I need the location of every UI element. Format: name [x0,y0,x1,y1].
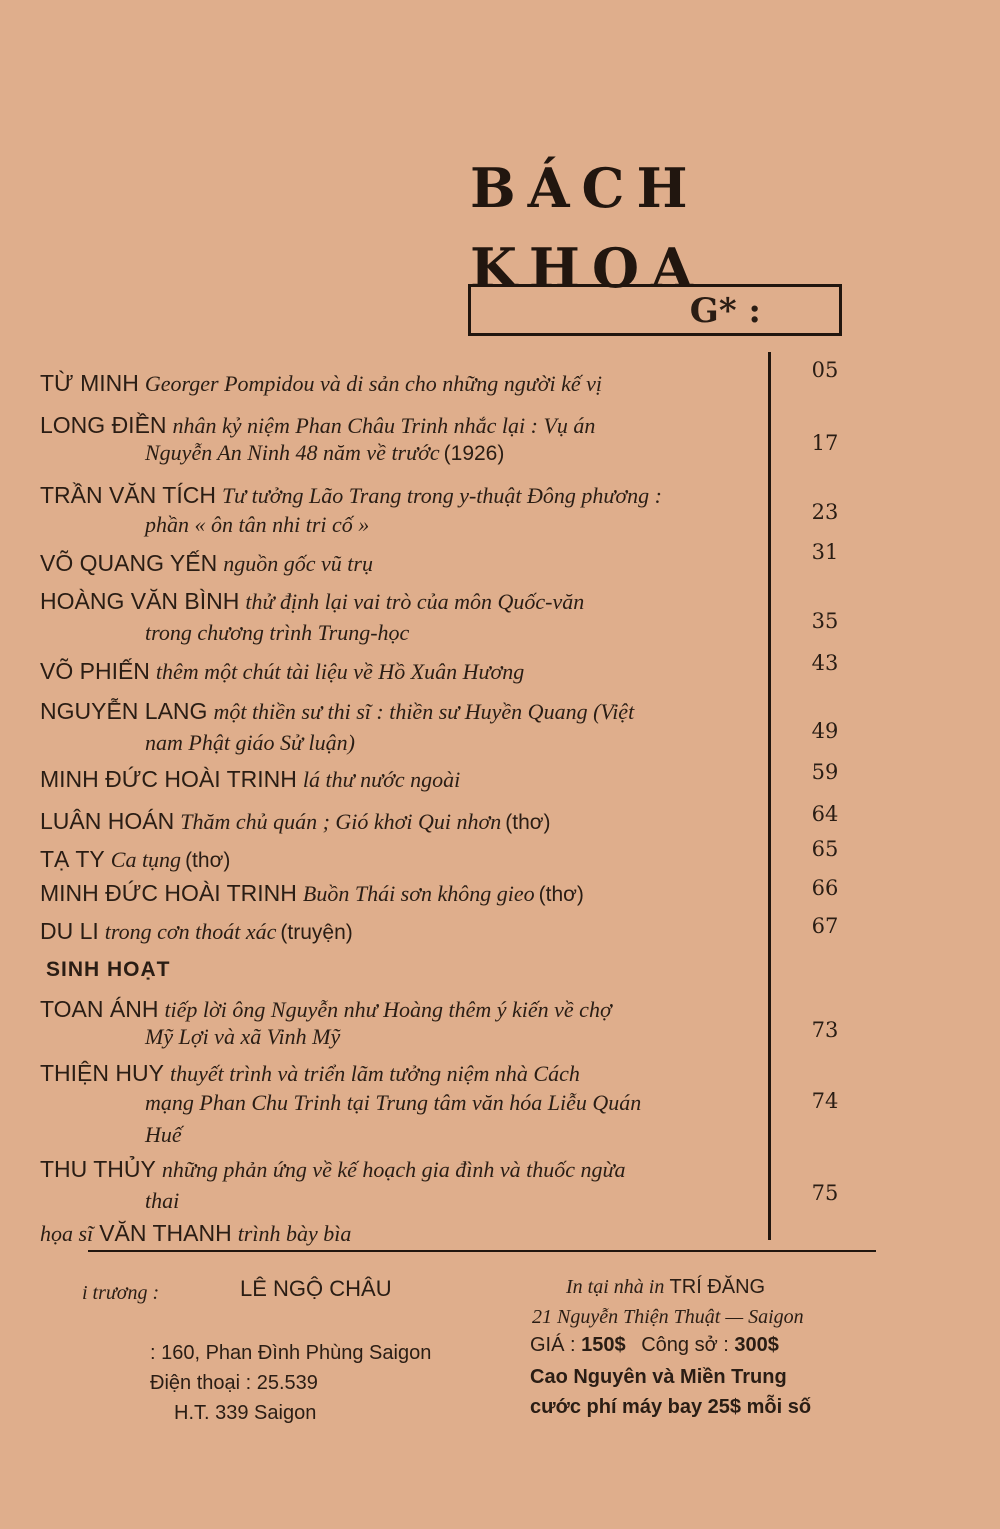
toc-title-cont: Mỹ Lợi và xã Vinh Mỹ [145,1024,341,1049]
editor-label: i trương : [82,1282,160,1304]
toc-note: (1926) [443,442,505,465]
price-label: GIÁ : [530,1334,576,1356]
issue-box [468,284,842,336]
toc-author: LUÂN HOÁN [40,808,175,834]
toc-title: Ca tụng [110,847,182,872]
toc-title: thêm một chút tài liệu về Hồ Xuân Hương [155,659,525,684]
toc-entry [40,878,760,910]
toc-title: tiếp lời ông Nguyễn như Hoàng thêm ý kiến về chợ [164,997,612,1022]
airfare-note [530,1392,811,1422]
printer-address [532,1302,804,1332]
printer-label: In tại nhà in [566,1276,665,1298]
office-price-label: Công sở : [641,1334,729,1356]
toc-continuation [145,1120,865,1150]
toc-page-number: 49 [811,719,839,743]
toc-author: MINH ĐỨC HOÀI TRINH [40,766,297,792]
issue-label: G* : [689,291,761,331]
toc-entry [40,1154,760,1185]
toc-page-number: 05 [811,358,839,382]
po-box: H.T. 339 Saigon [174,1402,317,1424]
editor-name: LÊ NGỘ CHÂU [240,1276,392,1301]
toc-page-number: 43 [811,651,839,675]
toc-title-cont: Huế [145,1122,182,1147]
toc-author: TOAN ÁNH [40,996,159,1022]
footer-label [82,1278,159,1308]
toc-continuation [145,438,865,469]
toc-entry [40,368,760,399]
toc-title: Georger Pompidou và di sản cho những người kế vị [144,371,602,396]
toc-title-cont: Nguyễn An Ninh 48 năm về trước [145,440,440,465]
toc-title-cont: trong chương trình Trung-học [145,620,410,645]
footer-divider [88,1250,876,1252]
toc-page-number: 67 [811,914,839,938]
toc-author: TRẦN VĂN TÍCH [40,482,216,508]
toc-entry [40,656,760,687]
toc-author: HOÀNG VĂN BÌNH [40,588,240,614]
toc-title: lá thư nước ngoài [302,767,461,792]
toc-title: trình bày bìa [237,1221,352,1246]
toc-note: (thơ) [505,811,551,834]
toc-entry [40,1058,760,1089]
toc-title: nhân kỷ niệm Phan Châu Trinh nhắc lại : Vụ án [172,413,596,438]
toc-continuation [145,1186,865,1216]
toc-page-number: 17 [811,431,839,455]
toc-entry [40,480,760,511]
toc-title: thử định lại vai trò của môn Quốc-văn [245,589,585,614]
printer-name: TRÍ ĐĂNG [669,1276,766,1298]
printer-line [566,1272,765,1302]
toc-entry [40,994,760,1025]
toc-title: những phản ứng về kế hoạch gia đình và thuốc ngừa [161,1157,626,1182]
toc-page-number: 31 [811,540,839,564]
toc-author: VĂN THANH [99,1220,232,1246]
toc-author: TỪ MINH [40,370,139,396]
toc-page-number: 75 [811,1181,839,1205]
region-text: Cao Nguyên và Miền Trung [530,1366,787,1388]
toc-author: THIỆN HUY [40,1060,164,1086]
section-heading: SINH HOẠT [46,958,171,981]
toc-title: Thăm chủ quán ; Gió khơi Qui nhơn [180,809,502,834]
toc-entry [40,1218,760,1249]
toc-author: MINH ĐỨC HOÀI TRINH [40,880,297,906]
toc-continuation [145,1022,865,1052]
toc-page-number: 59 [811,760,839,784]
toc-author: VÕ PHIẾN [40,658,150,684]
toc-author: TẠ TY [40,846,105,872]
toc-author: LONG ĐIỀN [40,412,167,438]
toc-note: (thơ) [185,849,231,872]
toc-continuation [145,618,865,648]
toc-title: thuyết trình và triển lãm tưởng niệm nhà Cách [169,1061,580,1086]
toc-entry [40,548,760,579]
office-price-value: 300$ [734,1334,779,1356]
toc-page-number: 23 [811,500,839,524]
toc-note: (truyện) [280,921,353,944]
toc-title: Buồn Thái sơn không gieo [302,881,535,906]
toc-continuation [145,728,865,758]
toc-title-cont: phần « ôn tân nhi tri cố » [145,512,370,537]
toc-page-number: 65 [811,837,839,861]
toc-author: VÕ QUANG YẾN [40,550,218,576]
toc-author: NGUYỄN LANG [40,698,208,724]
price-value: 150$ [581,1334,626,1356]
toc-page-number: 73 [811,1018,839,1042]
toc-page-number: 35 [811,609,839,633]
toc-title-cont: nam Phật giáo Sử luận) [145,730,355,755]
toc-continuation [145,510,865,540]
toc-title: nguồn gốc vũ trụ [223,551,373,576]
price-line [530,1330,779,1360]
toc-page-number: 66 [811,876,839,900]
phone-number: Điện thoại : 25.539 [150,1372,318,1394]
printer-address-text: 21 Nguyễn Thiện Thuật — Saigon [532,1306,804,1328]
toc-author: DU LI [40,918,99,944]
toc-continuation [145,1088,865,1118]
toc-title: trong cơn thoát xác [104,919,277,944]
toc-entry [40,806,760,838]
toc-page-number: 64 [811,802,839,826]
toc-entry [40,916,760,948]
toc-entry [40,586,760,617]
toc-title-cont: mạng Phan Chu Trinh tại Trung tâm văn hóa Liễu Quán [145,1090,642,1115]
toc-author: THU THỦY [40,1156,156,1182]
airfare-text: cước phí máy bay 25$ mỗi số [530,1396,812,1418]
toc-entry [40,410,760,441]
toc-prefix: họa sĩ [40,1221,94,1246]
masthead-line-2: KHOA [470,236,705,300]
toc-title-cont: thai [145,1188,180,1213]
toc-title: một thiền sư thi sĩ : thiền sư Huyền Quang (Việt [213,699,635,724]
region-note [530,1362,787,1392]
masthead-line-1: BÁCH [470,156,700,220]
toc-entry [40,844,760,876]
toc-note: (thơ) [538,883,584,906]
office-address: : 160, Phan Đình Phùng Saigon [150,1342,432,1364]
toc-page-number: 74 [811,1089,839,1113]
toc-entry [40,696,760,727]
toc-title: Tư tưởng Lão Trang trong y-thuật Đông phương : [221,483,662,508]
toc-entry [40,764,760,795]
